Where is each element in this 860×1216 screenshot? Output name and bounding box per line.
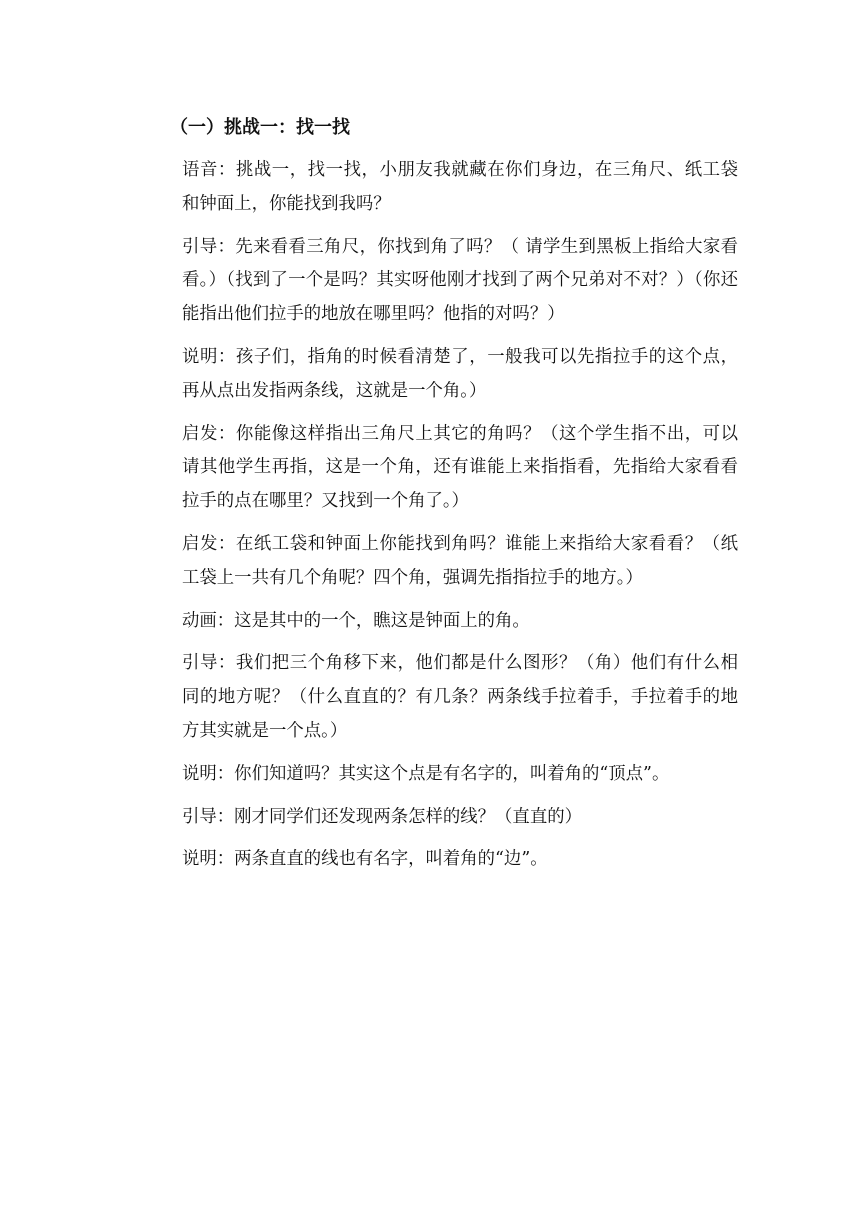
paragraph-inspire-triangle: 启发：你能像这样指出三角尺上其它的角吗？（这个学生指不出，可以请其他学生再指，这是一个角，还有谁能上来指指看，先指给大家看看拉手的点在哪里？又找到一个角了。） bbox=[182, 423, 738, 512]
paragraph-voice: 语音：挑战一，找一找，小朋友我就藏在你们身边，在三角尺、纸工袋和钟面上，你能找到我吗？ bbox=[182, 160, 738, 214]
paragraph-guide-triangle: 引导：先来看看三角尺，你找到角了吗？（ 请学生到黑板上指给大家看看。）（找到了一个是吗？其实呀他刚才找到了两个兄弟对不对？）（你还能指出他们拉手的地放在哪里吗？他指的对吗？） bbox=[182, 236, 739, 325]
paragraph-explain-vertex: 说明：你们知道吗？其实这个点是有名字的，叫着角的“顶点”。 bbox=[182, 763, 670, 784]
paragraph-animation: 动画：这是其中的一个，瞧这是钟面上的角。 bbox=[182, 610, 530, 631]
paragraph-inspire-bag-clock: 启发：在纸工袋和钟面上你能找到角吗？谁能上来指给大家看看？（纸工袋上一共有几个角呢？四个角，强调先指指拉手的地方。） bbox=[182, 533, 738, 588]
document-page bbox=[170, 112, 739, 886]
paragraph-guide-shapes: 引导：我们把三个角移下来，他们都是什么图形？（角）他们有什么相同的地方呢？（什么直直的？有几条？两条线手拉着手，手拉着手的地方其实就是一个点。） bbox=[182, 653, 738, 741]
paragraph-guide-lines: 引导：刚才同学们还发现两条怎样的线？（直直的） bbox=[182, 806, 582, 827]
paragraph-explain-edge: 说明：两条直直的线也有名字，叫着角的“边”。 bbox=[182, 849, 548, 870]
paragraph-explain-point: 说明：孩子们，指角的时候看清楚了，一般我可以先指拉手的这个点，再从点出发指两条线，这就是一个角。） bbox=[182, 346, 738, 401]
section-heading: （一）挑战一：找一找 bbox=[170, 117, 350, 138]
